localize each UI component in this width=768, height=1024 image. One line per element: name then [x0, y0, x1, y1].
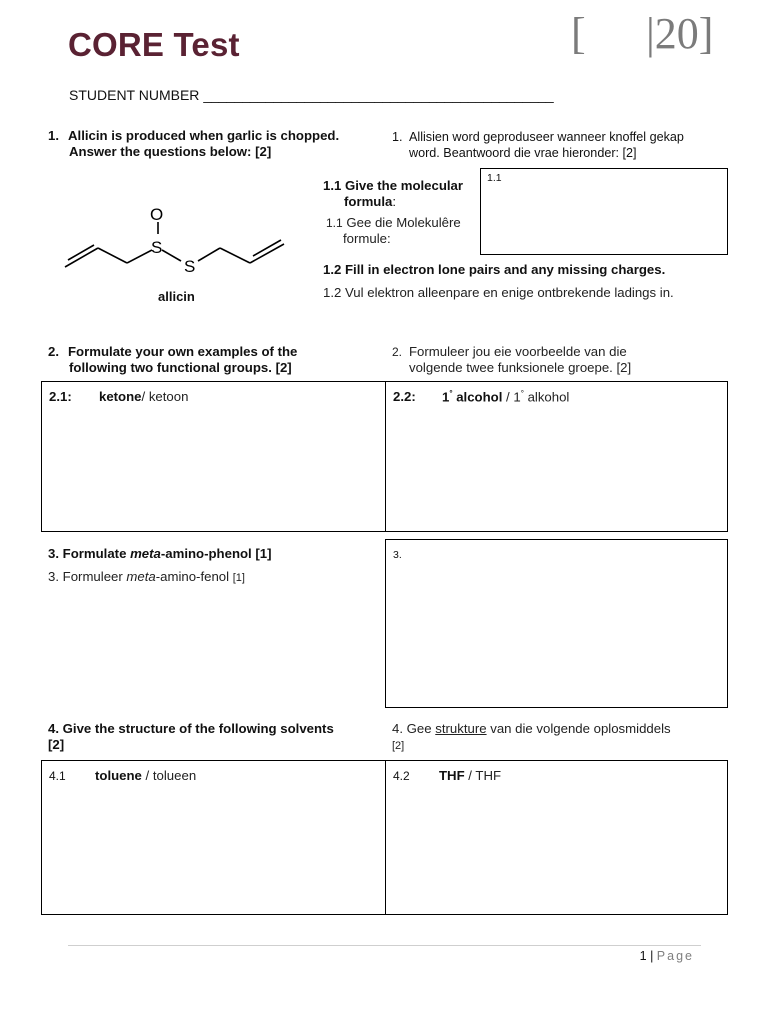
q1-1-af-number: 1.1 [326, 216, 343, 230]
q2-afrikaans [392, 344, 732, 376]
q2-en-line1: Formulate your own examples of the [68, 344, 298, 359]
q1-af-line1: Allisien word geproduseer wanneer knoffel gekap [409, 130, 684, 144]
q1-1-en-colon: : [392, 194, 397, 209]
answer-box-2-1-header [49, 389, 188, 404]
q1-2-english: 1.2 Fill in electron lone pairs and any missing charges. [323, 262, 666, 277]
q4-en-line1: 4. Give the structure of the following solvents [48, 721, 334, 736]
q4-af-line2: [2] [392, 740, 405, 752]
atom-sulfur-2: S [184, 257, 196, 276]
q1-1-af-text1: Gee die Molekulêre [346, 215, 461, 230]
atom-oxygen: O [150, 205, 164, 224]
allicin-structure [50, 195, 310, 285]
q2-2-rest-degree: ° [520, 389, 524, 398]
footer-divider [68, 945, 701, 946]
q1-number: 1. [48, 128, 59, 143]
answer-box-3-label: 3. [393, 549, 402, 561]
q4-en-line2: [2] [48, 737, 65, 752]
q2-number: 2. [48, 344, 59, 359]
q1-1-af-text2: formule: [343, 231, 391, 246]
q2-1-rest: / ketoon [141, 389, 189, 404]
answer-box-3[interactable] [385, 539, 728, 708]
q1-en-line2: Answer the questions below: [2] [69, 144, 272, 159]
q2-1-number: 2.1: [49, 389, 72, 404]
answer-box-1-1-label: 1.1 [487, 172, 502, 184]
page-title: CORE Test [68, 26, 240, 63]
footer-separator: | [650, 949, 654, 963]
q1-2-afrikaans: 1.2 Vul elektron alleenpare en enige ontbrekende ladings in. [323, 285, 674, 300]
q3-af-post: -amino-fenol [155, 569, 233, 584]
q4-afrikaans [392, 721, 732, 754]
q3-af-italic: meta [126, 569, 156, 584]
q3-af-pre: 3. Formuleer [48, 569, 127, 584]
q4-af-post: van die volgende oplosmiddels [486, 721, 671, 736]
q2-2-bold-pre: 1 [442, 389, 450, 405]
page-number: 1 [639, 949, 647, 963]
q2-2-rest: alkohol [523, 389, 570, 405]
q3-en-post: -amino-phenol [1] [160, 546, 272, 561]
q1-af-line2: word. Beantwoord die vrae hieronder: [2] [409, 146, 637, 160]
q1-english [48, 128, 378, 160]
q1-afrikaans [392, 129, 732, 161]
q1-1-en-number: 1.1 [323, 178, 342, 193]
q3-afrikaans [48, 569, 245, 586]
q4-af-pre: 4. Gee [392, 721, 436, 736]
q4-1-bold: toluene [95, 768, 142, 783]
q1-1-english [323, 178, 483, 210]
q2-af-line1: Formuleer jou eie voorbeelde van die [409, 344, 627, 359]
q4-2-rest: / THF [464, 768, 502, 783]
q2-af-line2: volgende twee funksionele groepe. [2] [409, 360, 632, 375]
answer-box-2-1[interactable] [41, 381, 386, 532]
score-bracket-open: [ [571, 9, 586, 58]
page-footer [640, 949, 694, 963]
student-number-line: _____________________________________________ [203, 87, 554, 103]
q3-english [48, 546, 272, 562]
q2-2-degree: ° [449, 389, 453, 398]
q1-1-en-text1: Give the molecular [345, 178, 464, 193]
q3-en-italic: meta [130, 546, 161, 561]
student-number-label: STUDENT NUMBER [69, 87, 200, 103]
answer-box-2-2-header [393, 389, 569, 404]
q1-af-number: 1. [392, 130, 403, 144]
q1-1-afrikaans [326, 215, 486, 247]
answer-box-1-1[interactable] [480, 168, 728, 255]
q2-en-line2: following two functional groups. [2] [69, 360, 292, 375]
answer-box-4-1-header [49, 768, 196, 783]
q4-af-underlined: strukture [435, 721, 487, 736]
q2-2-number: 2.2: [393, 389, 416, 405]
q1-en-line1: Allicin is produced when garlic is chopped. [68, 128, 340, 143]
q4-english [48, 721, 378, 753]
q3-en-pre: 3. Formulate [48, 546, 131, 561]
q2-2-bold: alcohol [452, 389, 503, 405]
q4-2-number: 4.2 [393, 769, 410, 783]
answer-box-4-2-header [393, 768, 501, 783]
q3-af-mark: [1] [232, 572, 245, 584]
q4-1-number: 4.1 [49, 769, 66, 783]
answer-box-2-2[interactable] [385, 381, 728, 532]
q4-1-rest: / tolueen [141, 768, 197, 783]
q2-1-bold: ketone [99, 389, 142, 404]
student-number-field[interactable] [69, 87, 554, 103]
score-total: |20] [646, 9, 714, 58]
q2-english [48, 344, 378, 376]
q1-1-en-text2: formula [344, 194, 393, 209]
q2-2-rest-pre: / 1 [502, 389, 521, 405]
q2-af-number: 2. [392, 345, 403, 359]
atom-sulfur-1: S [151, 238, 163, 257]
page-word: Page [656, 949, 694, 963]
q4-2-bold: THF [439, 768, 465, 783]
answer-box-4-1[interactable] [41, 760, 386, 915]
molecule-label: allicin [158, 289, 195, 304]
answer-box-4-2[interactable] [385, 760, 728, 915]
